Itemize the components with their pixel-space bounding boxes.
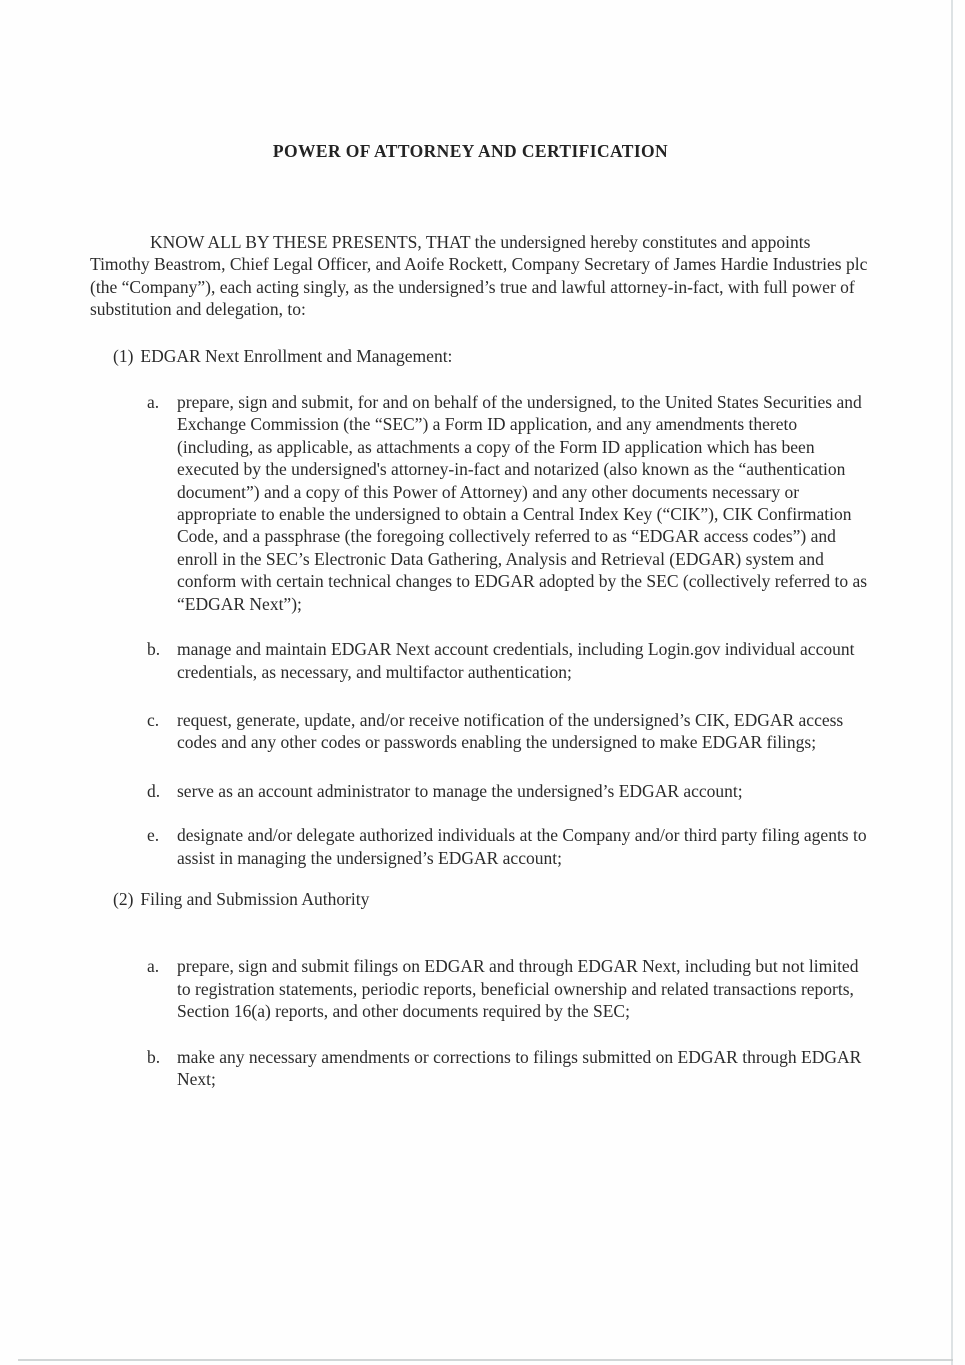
section-1-title: EDGAR Next Enrollment and Management: [140,345,453,366]
intro-paragraph: KNOW ALL BY THESE PRESENTS, THAT the undersigned hereby constitutes and appoints Timothy Beastrom, Chief Legal Officer, and Aoife Rockett, Company Secretary of James Hardie Industries plc (the “Company”), each acting singly, as the undersigned’s true and lawful attorney-in-fact, with full power of substitution and delegation, to: [90,232,868,320]
list-item-1a [147,391,965,615]
item-marker: c. [147,709,160,730]
section-2-number: (2) [113,888,134,909]
item-marker: e. [147,825,160,846]
scan-edge-bottom [18,1359,953,1361]
item-marker: b. [147,1046,161,1067]
item-text: make any necessary amendments or corrections to filings submitted on EDGAR through EDGAR Next; [177,1046,862,1089]
section-2-title: Filing and Submission Authority [140,888,370,909]
item-text: prepare, sign and submit, for and on behalf of the undersigned, to the United States Securities and Exchange Commission (the “SEC”) a Form ID application, and any amendments thereto (including, as applicable, as attachments a copy of the Form ID application which has been executed by the undersigned's attorney-in-fact and notarized (also known as the “authentication document”) and a copy of this Power of Attorney) and any other documents necessary or appropriate to enable the undersigned to obtain a Central Index Key (“CIK”), CIK Confirmation Code, and a passphrase (the foregoing collectively referred to as “EDGAR access codes”) and enroll in the SEC’s Electronic Data Gathering, Analysis and Retrieval (EDGAR) system and conform with certain technical changes to EDGAR adopted by the SEC (collectively referred to as “EDGAR Next”); [177,392,868,614]
item-marker: a. [147,392,160,413]
item-text: serve as an account administrator to manage the undersigned’s EDGAR account; [177,780,743,801]
list-item-1b [147,638,965,683]
list-item-2b [147,1046,965,1091]
item-text: request, generate, update, and/or receive notification of the undersigned’s CIK, EDGAR access codes and any other codes or passwords enabling the undersigned to make EDGAR filings; [177,709,844,753]
section-1-heading [113,345,965,367]
item-text: designate and/or delegate authorized individuals at the Company and/or third party filing agents to assist in managing the undersigned’s EDGAR account; [177,825,867,868]
item-marker: a. [147,956,160,977]
section-2-heading [113,888,965,910]
list-item-1d [147,780,965,802]
list-item-1e [147,824,965,869]
section-1-number: (1) [113,345,134,366]
list-item-1c [147,709,965,754]
item-marker: d. [147,780,161,801]
scan-edge-right [951,0,953,1365]
item-text: manage and maintain EDGAR Next account credentials, including Login.gov individual account credentials, as necessary, and multifactor authentication; [177,639,855,682]
item-text: prepare, sign and submit filings on EDGAR and through EDGAR Next, including but not limited to registration statements, periodic reports, beneficial ownership and related transactions reports, Section 16(a) reports, and other documents required by the SEC; [177,956,859,1022]
item-marker: b. [147,639,161,660]
list-item-2a [147,955,965,1022]
document-title: POWER OF ATTORNEY AND CERTIFICATION [272,141,669,161]
